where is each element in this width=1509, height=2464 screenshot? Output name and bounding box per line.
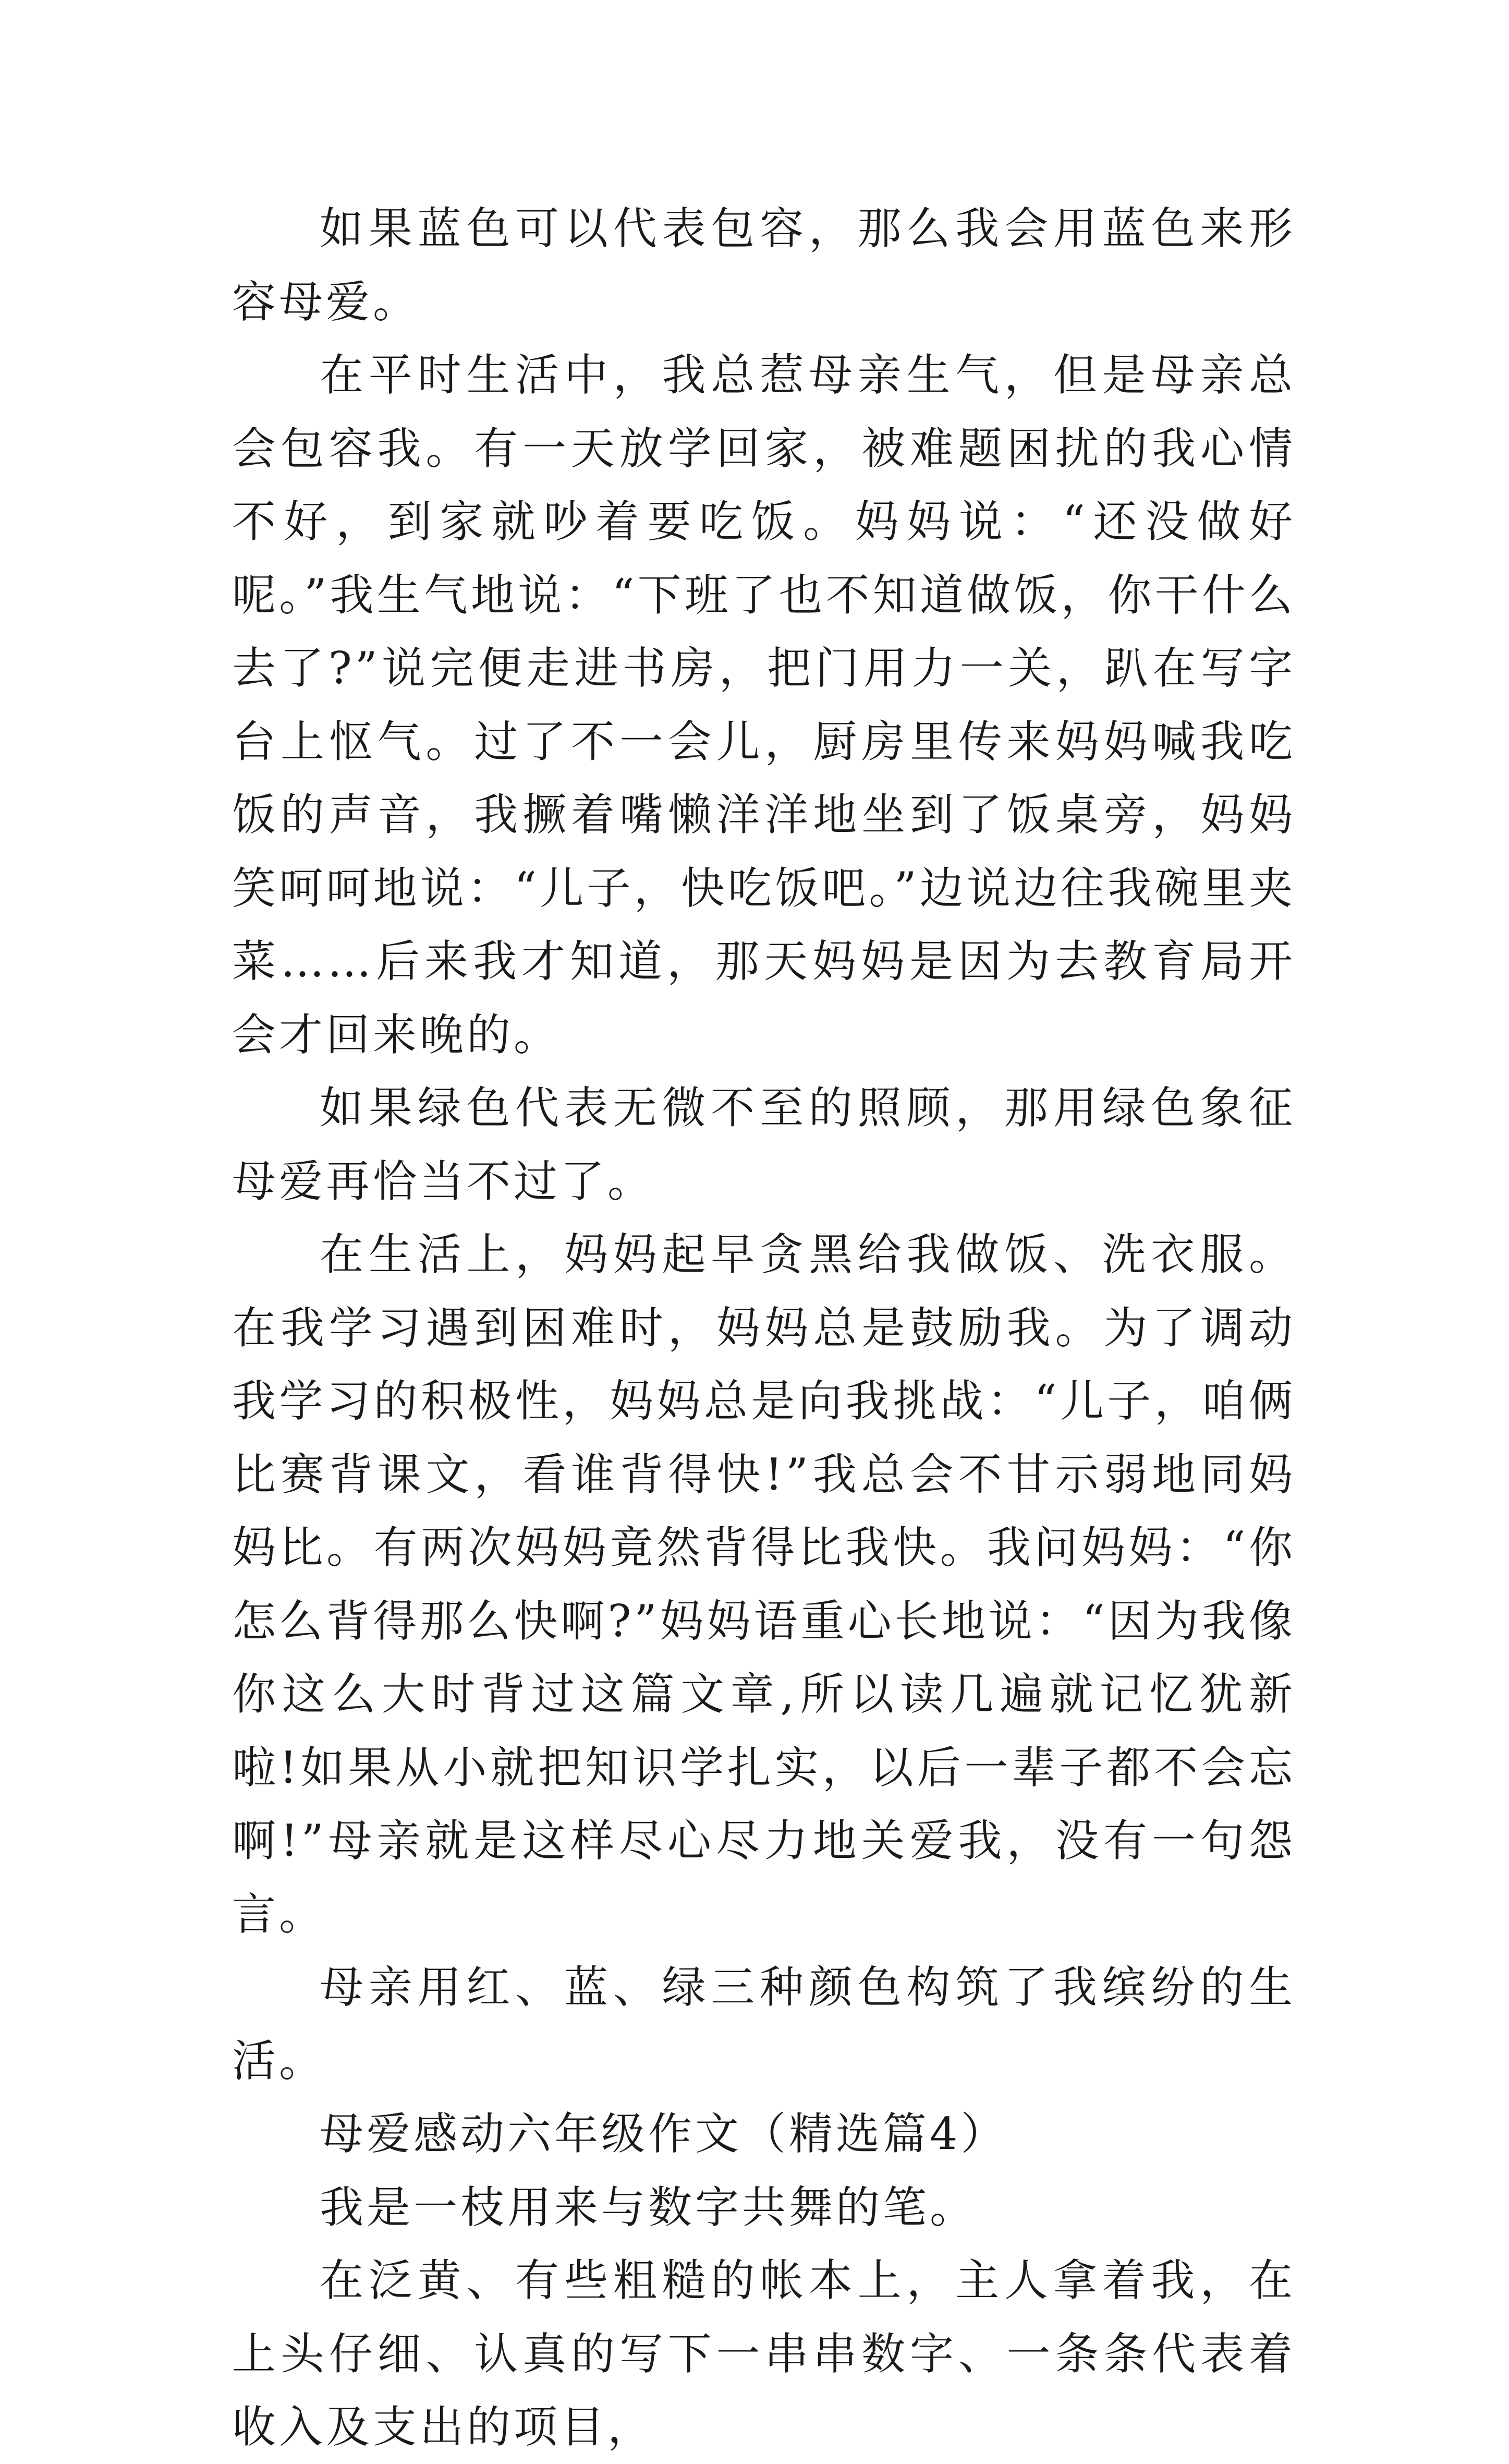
paragraph-green-intro: 如果绿色代表无微不至的照顾，那用绿色象征母爱再恰当不过了。 xyxy=(232,1082,1296,1207)
paragraph-ledger: 在泛黄、有些粗糙的帐本上，主人拿着我，在上头仔细、认真的写下一串串数字、一条条代表着收入及支出的项目， xyxy=(232,2255,1296,2453)
section-heading: 母爱感动六年级作文（精选篇4） xyxy=(320,2108,1008,2159)
paragraph-blue-intro: 如果蓝色可以代表包容，那么我会用蓝色来形容母爱。 xyxy=(232,203,1296,328)
paragraph-pen-intro: 我是一枝用来与数字共舞的笔。 xyxy=(320,2181,977,2233)
paragraph-tolerance-story: 在平时生活中，我总惹母亲生气，但是母亲总会包容我。有一天放学回家，被难题困扰的我心情不好，到家就吵着要吃饭。妈妈说：“还没做好呢。”我生气地说：“下班了也不知道做饭，你干什么去了?”说完便走进书房，把门用力一关，趴在写字台上怄气。过了不一会儿，厨房里传来妈妈喊我吃饭的声音，我撅着嘴懒洋洋地坐到了饭桌旁，妈妈笑呵呵地说：“儿子，快吃饭吧。”边说边往我碗里夹菜……后来我才知道，那天妈妈是因为去教育局开会才回来晚的。 xyxy=(232,349,1296,1060)
document-body xyxy=(232,192,1296,2464)
paragraph-care-story: 在生活上，妈妈起早贪黑给我做饭、洗衣服。在我学习遇到困难时，妈妈总是鼓励我。为了调动我学习的积极性，妈妈总是向我挑战：“儿子，咱俩比赛背课文，看谁背得快!”我总会不甘示弱地同妈妈比。有两次妈妈竟然背得比我快。我问妈妈：“你怎么背得那么快啊?”妈妈语重心长地说：“因为我像你这么大时背过这篇文章,所以读几遍就记忆犹新啦!如果从小就把知识学扎实，以后一辈子都不会忘啊!”母亲就是这样尽心尽力地关爱我，没有一句怨言。 xyxy=(232,1229,1296,1940)
paragraph-colors-summary: 母亲用红、蓝、绿三种颜色构筑了我缤纷的生活。 xyxy=(232,1962,1296,2086)
